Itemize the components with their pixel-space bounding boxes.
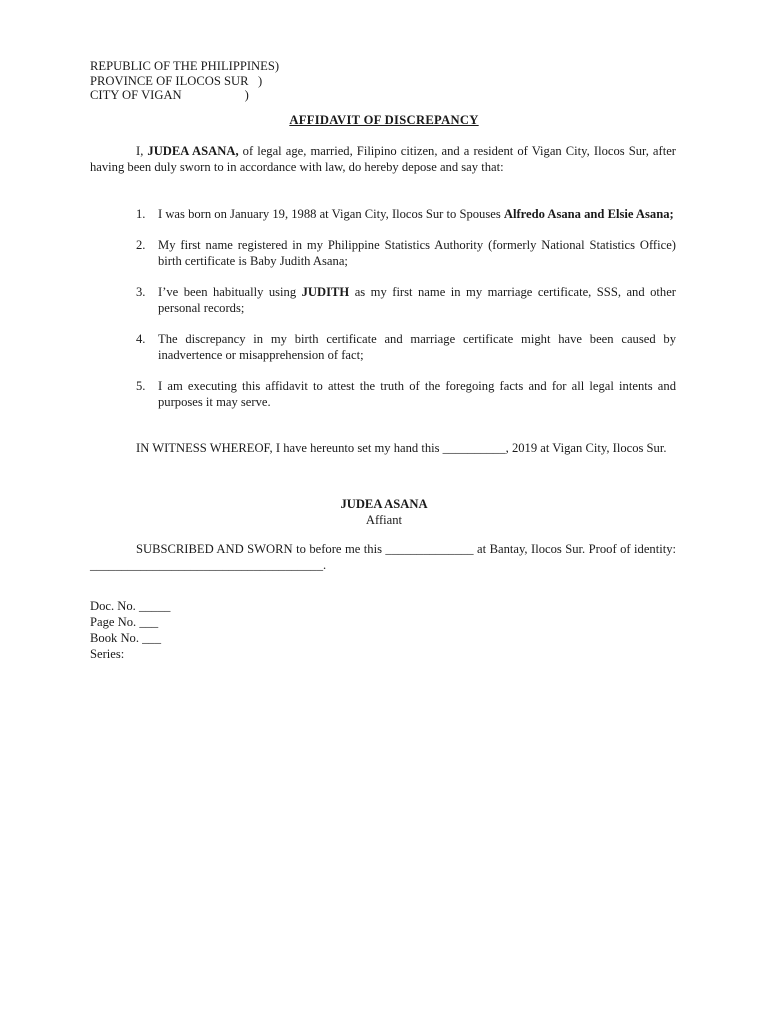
venue-block (90, 59, 279, 103)
affiant-name: JUDEA ASANA (340, 497, 428, 511)
item-text: I was born on January 19, 1988 at Vigan City, Ilocos Sur to Spouses (158, 207, 504, 221)
intro-prefix: I, (136, 144, 148, 158)
item-bold-text: Alfredo Asana and Elsie Asana; (503, 207, 674, 221)
doc-number: Doc. No. _____ (90, 599, 171, 613)
series-label: Series: (90, 647, 125, 661)
list-item (136, 284, 676, 316)
notarial-register (90, 598, 170, 662)
intro-paragraph (90, 143, 676, 175)
document-title: AFFIDAVIT OF DISCREPANCY (289, 113, 479, 127)
item-number: 3. (136, 285, 146, 299)
list-item (136, 206, 676, 222)
venue-province: PROVINCE OF ILOCOS SUR ) (90, 73, 263, 88)
item-number: 5. (136, 379, 146, 393)
item-number: 1. (136, 207, 146, 221)
page-number: Page No. ___ (90, 615, 159, 629)
item-bold-text: JUDITH (301, 285, 350, 299)
affiant-label: Affiant (365, 513, 403, 527)
item-text: I’ve been habitually using (158, 285, 302, 299)
witness-paragraph: IN WITNESS WHEREOF, I have hereunto set my hand this __________, 2019 at Vigan City, Ilocos Sur. (136, 441, 667, 455)
signature-block (0, 496, 768, 528)
item-number: 2. (136, 238, 146, 252)
list-item (136, 331, 676, 363)
list-item (136, 378, 676, 410)
subscribed-paragraph: SUBSCRIBED AND SWORN to before me this ______________ at Bantay, Ilocos Sur. Proof of identity: _____________________________________. (90, 542, 676, 572)
statement-list (136, 206, 676, 425)
list-item (136, 237, 676, 269)
item-text: The discrepancy in my birth certificate and marriage certificate might have been caused by inadvertence or misapprehension of fact; (158, 332, 676, 362)
venue-republic: REPUBLIC OF THE PHILIPPINES) (90, 59, 280, 73)
intro-text: of legal age, married, Filipino citizen, and a resident of Vigan City, Ilocos Sur, after having been duly sworn to in accordance with law, do hereby depose and say that: (90, 144, 676, 174)
item-text-after: as my first name in my marriage certificate, SSS, and other personal records; (158, 285, 676, 315)
item-text: I am executing this affidavit to attest the truth of the foregoing facts and for all legal intents and purposes it may serve. (158, 379, 676, 409)
venue-city: CITY OF VIGAN ) (90, 88, 249, 102)
book-number: Book No. ___ (90, 631, 162, 645)
affiant-name-intro: JUDEA ASANA, (147, 144, 239, 158)
item-number: 4. (136, 332, 146, 346)
item-text: My first name registered in my Philippine Statistics Authority (formerly National Statistics Office) birth certificate is Baby Judith Asana; (158, 238, 676, 268)
